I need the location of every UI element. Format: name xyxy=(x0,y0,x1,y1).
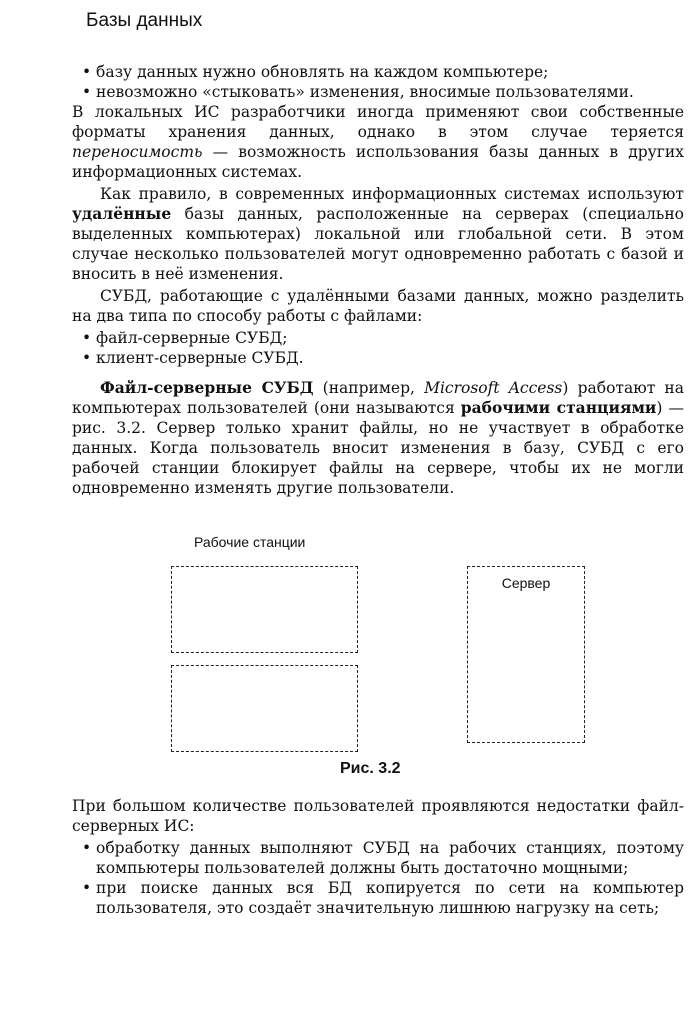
list-item: • файл-серверные СУБД; xyxy=(72,328,684,348)
page-header: Базы данных xyxy=(86,10,203,31)
workstation-box xyxy=(171,665,358,752)
text-block-bottom xyxy=(72,796,684,918)
list-item: • обработку данных выполняют СУБД на рабочих станциях, поэтому компьютеры пользователей должны быть достаточно мощными; xyxy=(72,838,684,878)
text-block-top xyxy=(72,62,684,500)
paragraph-remote-db: Как правило, в современных информационных системах используют удалённые базы данных, расположенные на серверах (специально выделенных компьютерах) локальной или глобальной сети. В этом случае несколько пользователей могут одновременно работать с базой и вносить в неё изменения. xyxy=(72,185,684,283)
list-item: • невозможно «стыковать» изменения, вносимые пользователями. xyxy=(72,82,684,102)
list-item: • клиент-серверные СУБД. xyxy=(72,348,684,368)
server-label: Сервер xyxy=(501,575,551,591)
paragraph-dbms-types: СУБД, работающие с удалёнными базами данных, можно разделить на два типа по способу работы с файлами: xyxy=(72,287,684,325)
list-item: • при поиске данных вся БД копируется по сети на компьютер пользователя, это создаёт значительную лишнюю нагрузку на сеть; xyxy=(72,878,684,918)
paragraph-drawbacks: При большом количестве пользователей проявляются недостатки файл-серверных ИС: xyxy=(72,797,684,835)
workstations-label: Рабочие станции xyxy=(194,534,306,550)
paragraph-local-is: В локальных ИС разработчики иногда применяют свои собственные форматы хранения данных, однако в этом случае теряется переносимость — возможность использования базы данных в других информационных системах. xyxy=(72,103,684,181)
server-box xyxy=(467,566,585,743)
list-item: • базу данных нужно обновлять на каждом компьютере; xyxy=(72,62,684,82)
workstation-box xyxy=(171,566,358,653)
paragraph-file-server: Файл-серверные СУБД (например, Microsoft Access) работают на компьютерах пользователей (они называются рабочими станциями) — рис. 3.2. Сервер только хранит файлы, но не участвует в обработке данных. Когда пользователь вносит изменения в базу, СУБД с его рабочей станции блокирует файлы на сервере, чтобы их не могли одновременно изменять другие пользователи. xyxy=(72,378,685,497)
figure-caption: Рис. 3.2 xyxy=(340,760,401,777)
